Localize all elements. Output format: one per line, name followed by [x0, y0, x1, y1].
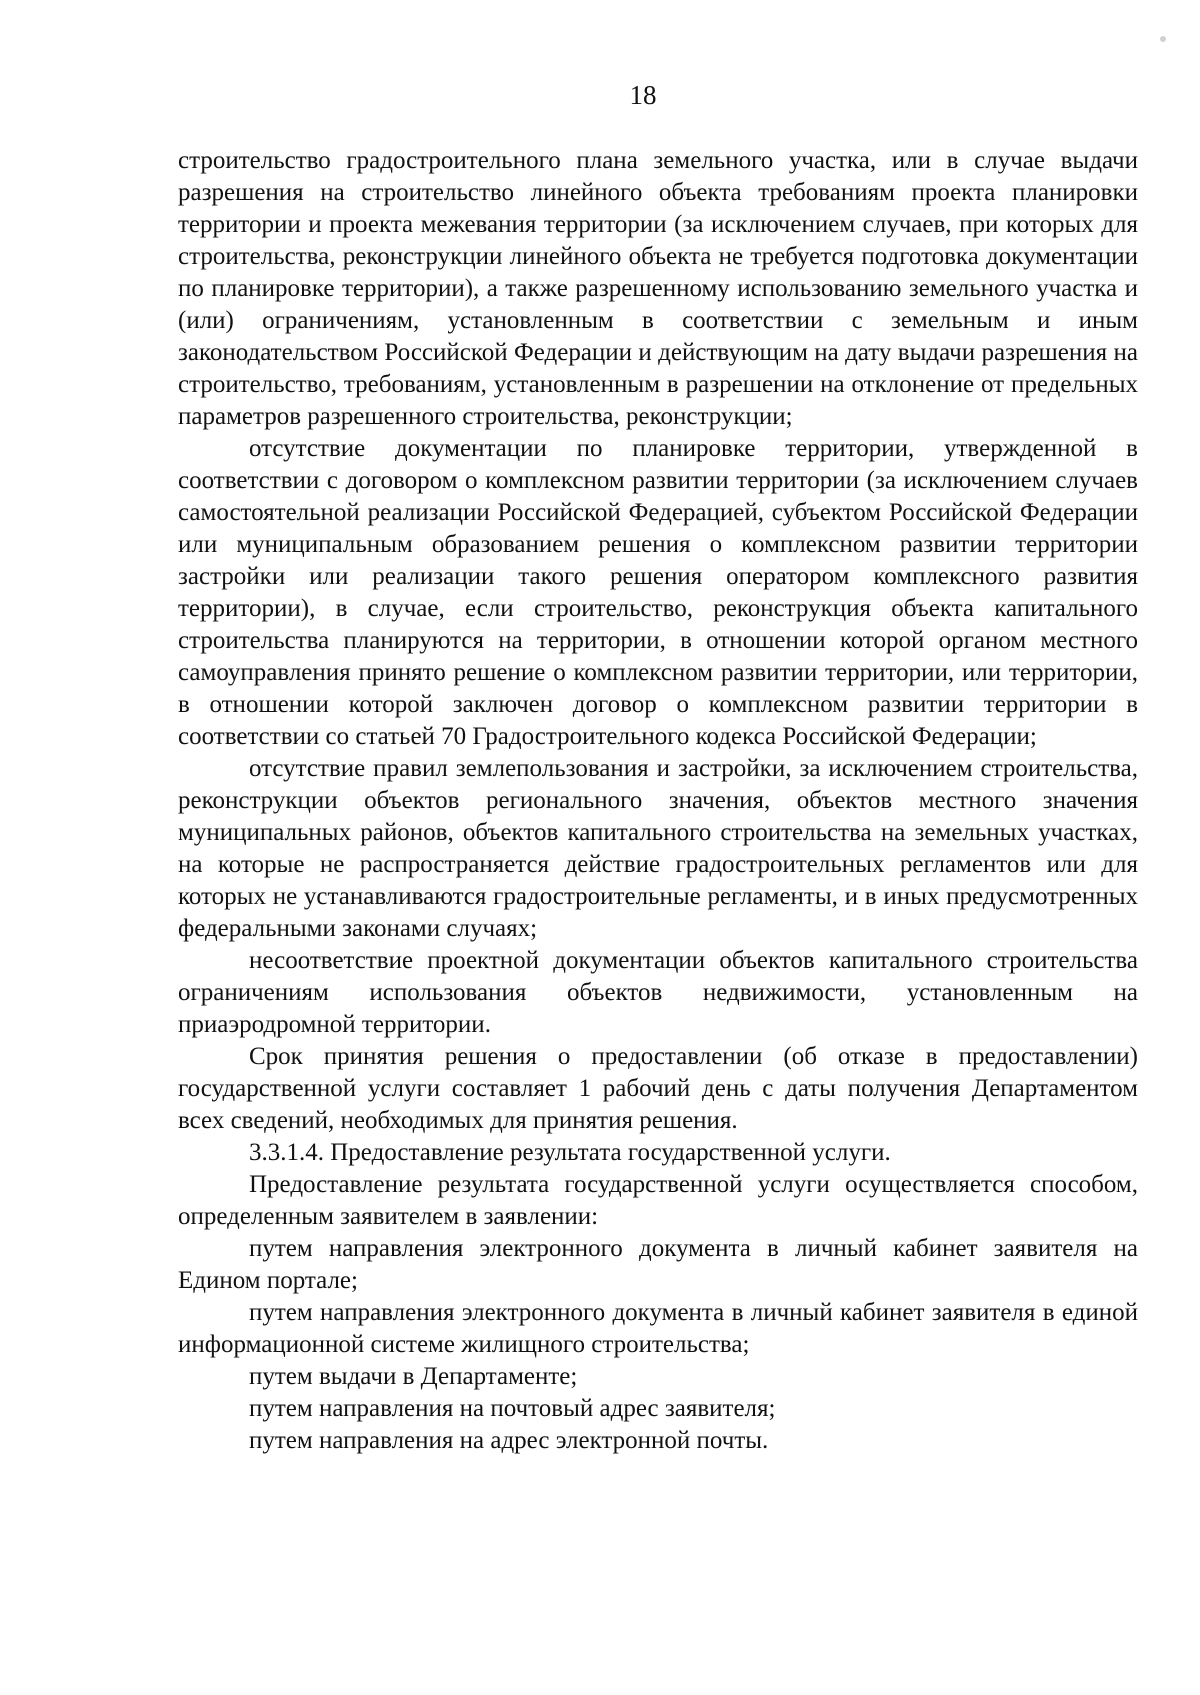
- page-number: 18: [629, 80, 657, 110]
- body-text: [178, 145, 1138, 1457]
- paragraph-no-land-use-rules: отсутствие правил землепользования и застройки, за исключением строительства, реконструкции объектов регионального значения, объектов местного значения муниципальных районов, объектов капитального строительства на земельных участках, на которые не распространяется действие градостроительных регламентов или для которых не устанавливаются градостроительные регламенты, и в иных предусмотренных федеральными законами случаях;: [178, 755, 1138, 942]
- paragraph-result-delivery: Предоставление результата государственной услуги осуществляется способом, определенным заявителем в заявлении:: [178, 1171, 1138, 1230]
- scan-mark: [1160, 36, 1166, 42]
- list-item-email: путем направления на адрес электронной почты.: [249, 1427, 769, 1454]
- paragraph-continuation: строительство градостроительного плана земельного участка, или в случае выдачи разрешения на строительство линейного объекта требованиям проекта планировки территории и проекта межевания территории (за исключением случаев, при которых для строительства, реконструкции линейного объекта не требуется подготовка документации по планировке территории), а также разрешенному использованию земельного участка и (или) ограничениям, установленным в соответствии с земельным и иным законодательством Российской Федерации и действующим на дату выдачи разрешения на строительство, требованиям, установленным в разрешении на отклонение от предельных параметров разрешенного строительства, реконструкции;: [178, 147, 1138, 430]
- list-item-unified-portal: путем направления электронного документа в личный кабинет заявителя на Едином портале;: [178, 1235, 1138, 1294]
- paragraph-airfield-restrictions: несоответствие проектной документации объектов капитального строительства ограничениям использования объектов недвижимости, установленным на приаэродромной территории.: [178, 947, 1138, 1038]
- list-item-postal-address: путем направления на почтовый адрес заявителя;: [249, 1395, 776, 1422]
- paragraph-no-planning-docs: отсутствие документации по планировке территории, утвержденной в соответствии с договором о комплексном развитии территории (за исключением случаев самостоятельной реализации Российской Федерацией, субъектом Российской Федерации или муниципальным образованием решения о комплексном развитии территории застройки или реализации такого решения оператором комплексного развития территории), в случае, если строительство, реконструкция объекта капитального строительства планируются на территории, в отношении которой органом местного самоуправления принято решение о комплексном развитии территории, или территории, в отношении которой заключен договор о комплексном развитии территории в соответствии со статьей 70 Градостроительного кодекса Российской Федерации;: [178, 435, 1138, 750]
- section-heading-3-3-1-4: 3.3.1.4. Предоставление результата государственной услуги.: [249, 1139, 891, 1166]
- list-item-department: путем выдачи в Департаменте;: [249, 1363, 578, 1390]
- paragraph-decision-term: Срок принятия решения о предоставлении (об отказе в предоставлении) государственной услуги составляет 1 рабочий день с даты получения Департаментом всех сведений, необходимых для принятия решения.: [178, 1043, 1138, 1134]
- list-item-housing-system: путем направления электронного документа в личный кабинет заявителя в единой информационной системе жилищного строительства;: [178, 1299, 1138, 1358]
